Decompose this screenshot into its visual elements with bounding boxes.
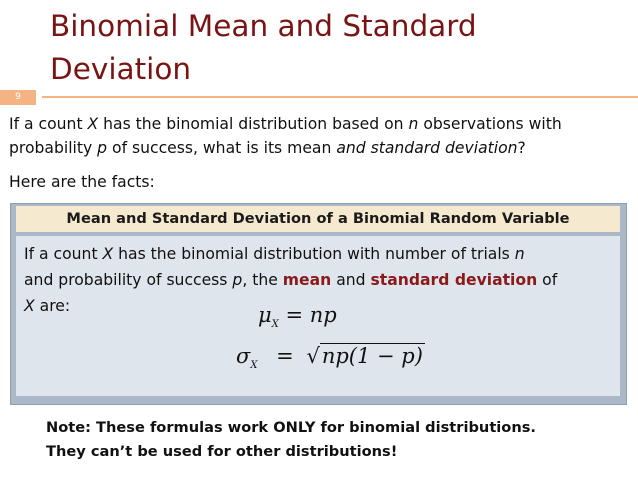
title-divider	[42, 96, 638, 98]
mean-subscript: X	[271, 319, 279, 331]
sd-formula	[236, 342, 425, 380]
sd-subscript: X	[250, 360, 258, 372]
slide-number: 9	[0, 90, 36, 105]
facts-heading: Here are the facts:	[9, 173, 155, 191]
mean-highlight: mean	[282, 271, 332, 289]
slide-title-line-1: Binomial Mean and Standard	[50, 9, 477, 43]
sd-highlight: standard deviation	[370, 271, 538, 289]
definition-line-2: and probability of success p, the mean and standard deviation of	[24, 271, 558, 289]
intro-paragraph	[9, 112, 634, 160]
sd-equals: =	[276, 344, 294, 368]
mean-rhs: = np	[285, 303, 337, 327]
sd-symbol: σ	[236, 344, 251, 368]
slide-title-line-2: Deviation	[50, 52, 192, 86]
sd-radicand: np(1 − p)	[321, 344, 423, 368]
mean-symbol: μ	[258, 303, 272, 327]
sqrt-icon: √	[306, 344, 320, 368]
intro-line-1: If a count X has the binomial distribution based on n observations with	[9, 115, 562, 133]
note-line-1: Note: These formulas work ONLY for binomial distributions.	[46, 419, 536, 436]
mean-formula	[258, 302, 337, 338]
definition-line-1: If a count X has the binomial distribution with number of trials n	[24, 245, 525, 263]
note-text	[46, 416, 626, 464]
slide-title	[50, 5, 610, 91]
definition-box-title: Mean and Standard Deviation of a Binomial Random Variable	[16, 206, 620, 232]
intro-line-2: probability p of success, what is its mean and standard deviation?	[9, 139, 526, 157]
note-line-2: They can’t be used for other distributions!	[46, 443, 398, 460]
definition-line-3: X are:	[24, 297, 71, 315]
